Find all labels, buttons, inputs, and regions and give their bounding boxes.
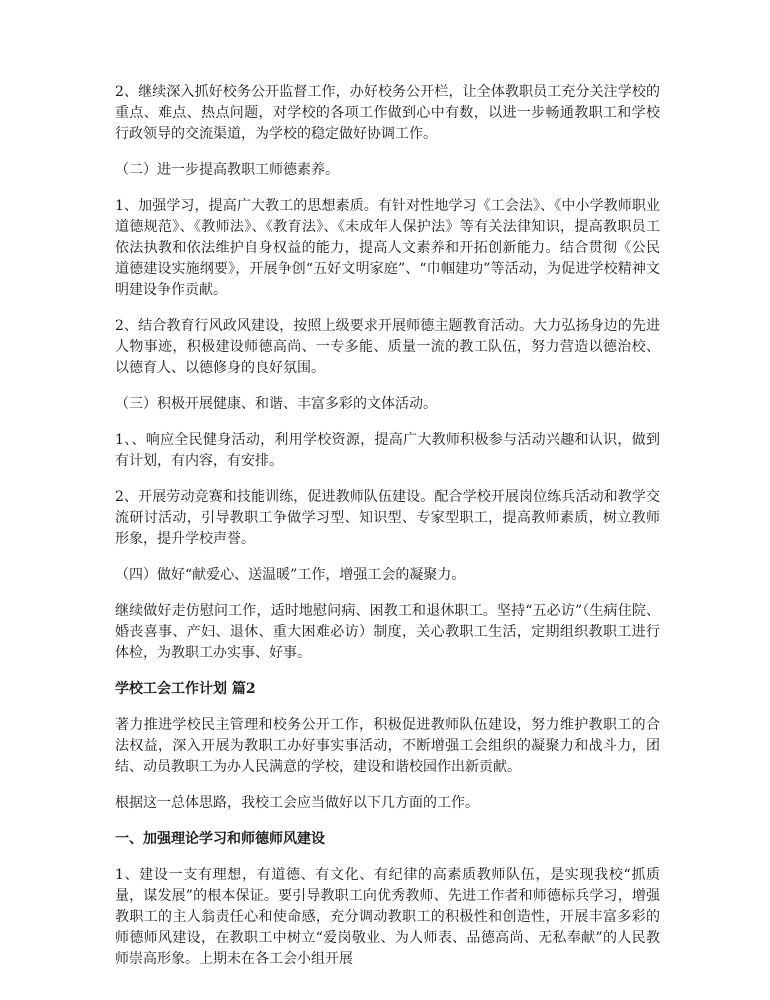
paragraph: 2、开展劳动竞赛和技能训练，促进教师队伍建设。配合学校开展岗位练兵活动和教学交流研讨活动，引导教职工争做学习型、知识型、专家型职工，提高教师素质，树立教师形象，提升学校声誉。 xyxy=(115,489,660,547)
paragraph: 1、加强学习，提高广大教工的思想素质。有针对性地学习《工会法》、《中小学教师职业道德规范》、《教师法》、《教育法》、《未成年人保护法》等有关法律知识，提高教职员工依法执教和依法维护自身权益的能力，提高人文素养和开拓创新能力。结合贯彻《公民道德建设实施纲要》，开展争创“五好文明家庭”、“巾帼建功”等活动，为促进学校精神文明建设争作贡献。 xyxy=(115,198,660,298)
paragraph: （四）做好“献爱心、送温暖”工作，增强工会的凝聚力。 xyxy=(115,567,466,583)
paragraph: 著力推进学校民主管理和校务公开工作，积极促进教师队伍建设，努力维护教职工的合法权益，深入开展为教职工办好事实事活动，不断增强工会组织的凝聚力和战斗力，团结、动员教职工为办人民满意的学校，建设和谐校园作出新贡献。 xyxy=(115,717,660,775)
document-page xyxy=(115,82,660,985)
paragraph: （三）积极开展健康、和谐、丰富多彩的文体活动。 xyxy=(115,396,437,412)
paragraph: 根据这一总体思路，我校工会应当做好以下几方面的工作。 xyxy=(115,795,479,811)
section-title: 学校工会工作计划 篇2 xyxy=(115,681,256,697)
paragraph: 继续做好走仿慰问工作，适时地慰问病、困教工和退休职工。坚持“五必访”（生病住院、婚丧喜事、产妇、退休、重大困难必访）制度，关心教职工生活，定期组织教职工进行体检，为教职工办实事、好事。 xyxy=(115,603,660,661)
paragraph: 2、结合教育行风政风建设，按照上级要求开展师德主题教育活动。大力弘扬身边的先进人物事迹，积极建设师德高尚、一专多能、质量一流的教工队伍，努力营造以德治校、以德育人、以德修身的良好氛围。 xyxy=(115,318,660,376)
paragraph: 1、建设一支有理想，有道德、有文化、有纪律的高素质教师队伍，是实现我校“抓质量，谋发展”的根本保证。要引导教职工向优秀教师、先进工作者和师德标兵学习，增强教职工的主人翁责任心和使命感，充分调动教职工的积极性和创造性，开展丰富多彩的师德师风建设，在教职工中树立“爱岗敬业、为人师表、品德高尚、无私奉献”的人民教师崇高形象。上期未在各工会小组开展 xyxy=(115,867,660,967)
paragraph: 2、继续深入抓好校务公开监督工作，办好校务公开栏，让全体教职员工充分关注学校的重点、难点、热点问题，对学校的各项工作做到心中有数，以进一步畅通教职工和学校行政领导的交流渠道，为学校的稳定做好协调工作。 xyxy=(115,84,660,142)
paragraph: 1、、响应全民健身活动，利用学校资源，提高广大教师积极参与活动兴趣和认识，做到有计划，有内容，有安排。 xyxy=(115,432,660,469)
paragraph: （二）进一步提高教职工师德素养。 xyxy=(115,162,339,178)
section-heading: 一、加强理论学习和师德师风建设 xyxy=(115,831,325,847)
